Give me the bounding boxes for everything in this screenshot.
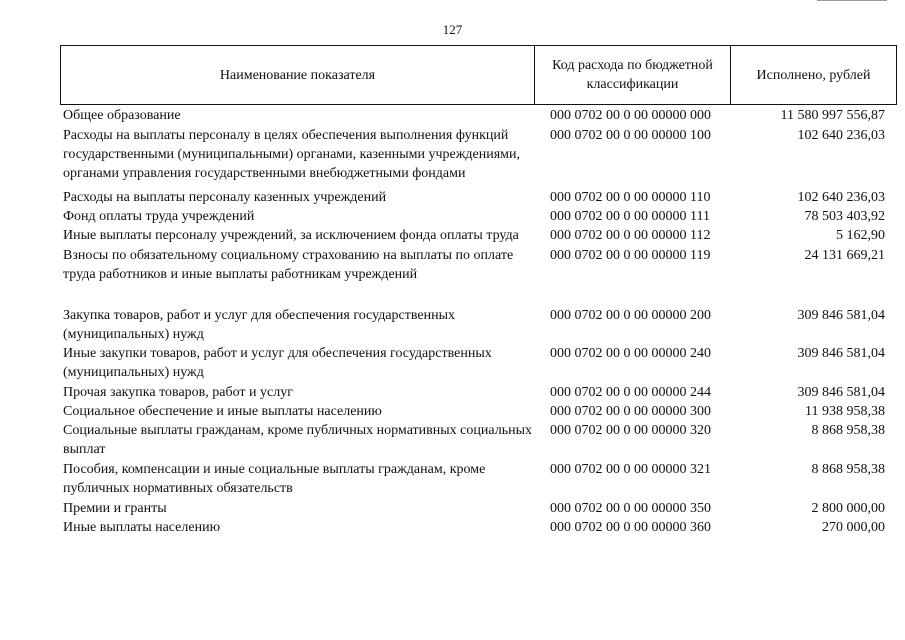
row-amount: 11 938 958,38 — [805, 404, 885, 419]
page-number: 127 — [442, 22, 463, 37]
row-code: 000 0702 00 0 00 00000 321 — [550, 462, 711, 477]
table-body — [60, 106, 897, 537]
table-row — [60, 518, 897, 537]
row-code: 000 0702 00 0 00 00000 320 — [550, 423, 711, 438]
table-row — [60, 246, 897, 284]
row-amount: 270 000,00 — [822, 520, 885, 535]
table-row — [60, 421, 897, 459]
row-amount: 102 640 236,03 — [797, 128, 885, 143]
row-name: Иные выплаты населению — [63, 520, 221, 535]
row-amount: 5 162,90 — [836, 228, 885, 243]
table-row — [60, 383, 897, 402]
row-name: Иные закупки товаров, работ и услуг для обеспечения государственных (муниципальных) нужд — [63, 346, 492, 380]
row-name: Взносы по обязательному социальному страхованию на выплаты по оплате труда работников и иные выплаты работникам учреждений — [63, 248, 514, 282]
row-name: Расходы на выплаты персоналу в целях обеспечения выполнения функций государственными (муниципальными) органами, казенными учреждениями, органами управления государственными внебюджетными фондами — [63, 128, 520, 181]
scan-mark — [817, 0, 887, 3]
row-name: Социальное обеспечение и иные выплаты населению — [63, 404, 382, 419]
row-amount: 78 503 403,92 — [804, 209, 885, 224]
row-code: 000 0702 00 0 00 00000 100 — [550, 128, 711, 143]
row-name: Социальные выплаты гражданам, кроме публичных нормативных социальных выплат — [63, 423, 532, 457]
row-code: 000 0702 00 0 00 00000 300 — [550, 404, 711, 419]
row-code: 000 0702 00 0 00 00000 110 — [550, 190, 711, 205]
table-row — [60, 499, 897, 518]
row-amount: 309 846 581,04 — [797, 385, 885, 400]
row-amount: 11 580 997 556,87 — [780, 108, 885, 123]
header-name-column: Наименование показателя — [61, 46, 535, 104]
table-row — [60, 126, 897, 183]
row-code: 000 0702 00 0 00 00000 360 — [550, 520, 711, 535]
table-row — [60, 106, 897, 125]
row-code: 000 0702 00 0 00 00000 200 — [550, 308, 711, 323]
row-name: Прочая закупка товаров, работ и услуг — [63, 385, 293, 400]
table-row — [60, 226, 897, 245]
row-code: 000 0702 00 0 00 00000 240 — [550, 346, 711, 361]
table-row — [60, 402, 897, 421]
row-name: Иные выплаты персоналу учреждений, за исключением фонда оплаты труда — [63, 228, 519, 243]
table-row — [60, 207, 897, 226]
row-amount: 8 868 958,38 — [811, 423, 885, 438]
row-amount: 102 640 236,03 — [797, 190, 885, 205]
row-name: Пособия, компенсации и иные социальные выплаты гражданам, кроме публичных нормативных обязательств — [63, 462, 486, 496]
row-amount: 309 846 581,04 — [797, 346, 885, 361]
row-code: 000 0702 00 0 00 00000 000 — [550, 108, 711, 123]
row-code: 000 0702 00 0 00 00000 111 — [550, 209, 710, 224]
row-code: 000 0702 00 0 00 00000 244 — [550, 385, 711, 400]
row-amount: 8 868 958,38 — [811, 462, 885, 477]
table-row — [60, 188, 897, 207]
header-code-column: Код расхода по бюджетной классификации — [535, 46, 731, 104]
header-amount-column: Исполнено, рублей — [756, 67, 871, 83]
row-name: Фонд оплаты труда учреждений — [63, 209, 255, 224]
row-name: Общее образование — [63, 108, 181, 123]
row-name: Премии и гранты — [63, 501, 167, 516]
row-code: 000 0702 00 0 00 00000 119 — [550, 248, 711, 263]
table-row — [60, 306, 897, 344]
row-amount: 309 846 581,04 — [797, 308, 885, 323]
row-code: 000 0702 00 0 00 00000 112 — [550, 228, 711, 243]
row-code: 000 0702 00 0 00 00000 350 — [550, 501, 711, 516]
row-name: Закупка товаров, работ и услуг для обеспечения государственных (муниципальных) нужд — [63, 308, 456, 342]
row-amount: 2 800 000,00 — [811, 501, 885, 516]
table-row — [60, 460, 897, 498]
table-header — [60, 45, 897, 105]
row-amount: 24 131 669,21 — [804, 248, 885, 263]
table-row — [60, 344, 897, 382]
row-name: Расходы на выплаты персоналу казенных учреждений — [63, 190, 387, 205]
